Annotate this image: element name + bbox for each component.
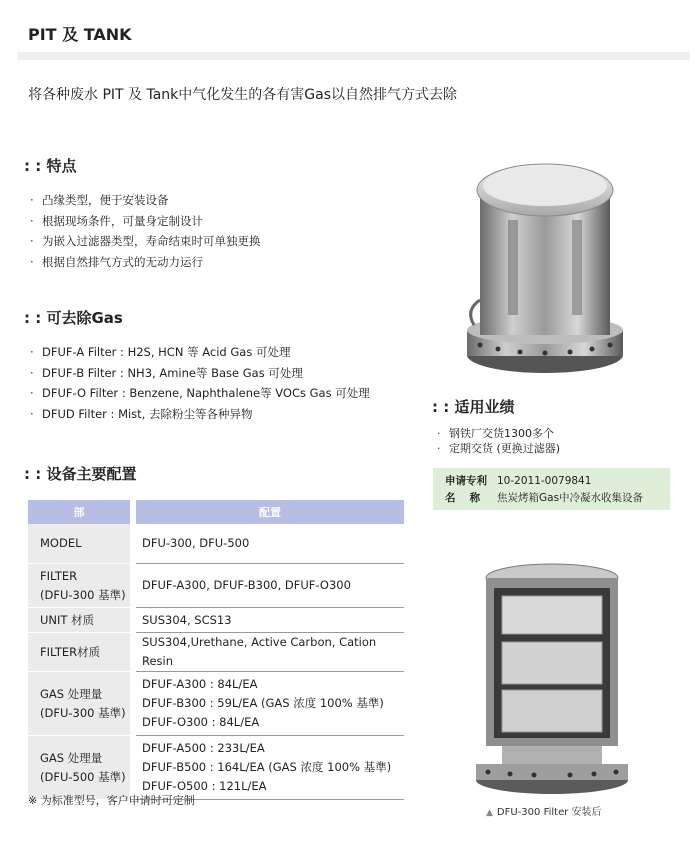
- intro-text: 将各种废水 PIT 及 Tank中气化发生的各有害Gas以自然排气方式去除: [28, 87, 457, 103]
- features-heading: : : 特点: [24, 157, 77, 175]
- table-row: [28, 672, 404, 736]
- spec-table: [28, 500, 404, 800]
- spec-key: GAS 处理量 (DFU-300 基準): [28, 672, 130, 736]
- title-divider: [18, 52, 690, 60]
- table-row: [28, 608, 404, 633]
- features-list: [30, 190, 261, 272]
- spec-value: SUS304,Urethane, Active Carbon, Cation Resin: [136, 633, 404, 672]
- gases-heading: : : 可去除Gas: [24, 309, 123, 327]
- config-heading: : : 设备主要配置: [24, 465, 137, 483]
- table-row: [28, 736, 404, 800]
- spec-key: FILTER (DFU-300 基準): [28, 564, 130, 608]
- spec-key: FILTER材质: [28, 633, 130, 672]
- spec-value: DFU-300, DFU-500: [136, 524, 404, 564]
- list-item: · 钢铁厂交货1300多个: [437, 427, 554, 440]
- achievements-heading: : : 适用业绩: [432, 398, 515, 416]
- spec-key: UNIT 材质: [28, 608, 130, 633]
- column-header-config: 配置: [136, 500, 404, 524]
- patent-name-row: 名 称 焦炭烤箱Gas中冷凝水收集设备: [445, 492, 644, 504]
- list-item: · 为嵌入过滤器类型，寿命结束时可单独更换: [30, 234, 261, 248]
- spec-key: MODEL: [28, 524, 130, 564]
- table-row: [28, 524, 404, 564]
- spec-value: SUS304, SCS13: [136, 608, 404, 633]
- gases-list: [30, 342, 370, 424]
- patent-box: [433, 468, 670, 510]
- page-title: PIT 及 TANK: [28, 25, 132, 44]
- list-item: · 根据现场条件，可量身定制设计: [30, 213, 203, 228]
- title-bar: [0, 0, 700, 62]
- spec-value: DFUF-A300, DFUF-B300, DFUF-O300: [136, 564, 404, 608]
- spec-value: DFUF-A500 : 233L/EA DFUF-B500 : 164L/EA (GAS 浓度 100% 基準) DFUF-O500 : 121L/EA: [136, 736, 404, 800]
- product-photo: [460, 150, 630, 380]
- photo-caption: ▲ DFU-300 Filter 安装后: [486, 807, 602, 818]
- table-row: [28, 564, 404, 608]
- list-item: · DFUF-A Filter : H2S, HCN 等 Acid Gas 可处理: [30, 345, 291, 359]
- list-item: · DFUF-B Filter : NH3, Amine等 Base Gas 可处理: [30, 365, 303, 380]
- triangle-icon: ▲: [486, 808, 493, 818]
- spec-key: GAS 处理量 (DFU-500 基準): [28, 736, 130, 800]
- list-item: · DFUF-O Filter : Benzene, Naphthalene等 VOCs Gas 可处理: [30, 386, 370, 400]
- table-row: [28, 633, 404, 672]
- list-item: · 根据自然排气方式的无动力运行: [30, 254, 203, 269]
- installed-filter-photo: [472, 560, 632, 796]
- achievements-list: [437, 426, 560, 456]
- list-item: · DFUD Filter : Mist, 去除粉尘等各种异物: [30, 406, 253, 421]
- list-item: · 凸缘类型，便于安装设备: [30, 193, 169, 207]
- footnote: ※ 为标准型号，客户申请时可定制: [28, 794, 195, 807]
- spec-value: DFUF-A300 : 84L/EA DFUF-B300 : 59L/EA (GAS 浓度 100% 基準) DFUF-O300 : 84L/EA: [136, 672, 404, 736]
- list-item: · 定期交货 (更换过滤器): [437, 442, 561, 455]
- column-header-part: 部: [28, 500, 130, 524]
- patent-number-row: 申请专利 10-2011-0079841: [445, 475, 592, 487]
